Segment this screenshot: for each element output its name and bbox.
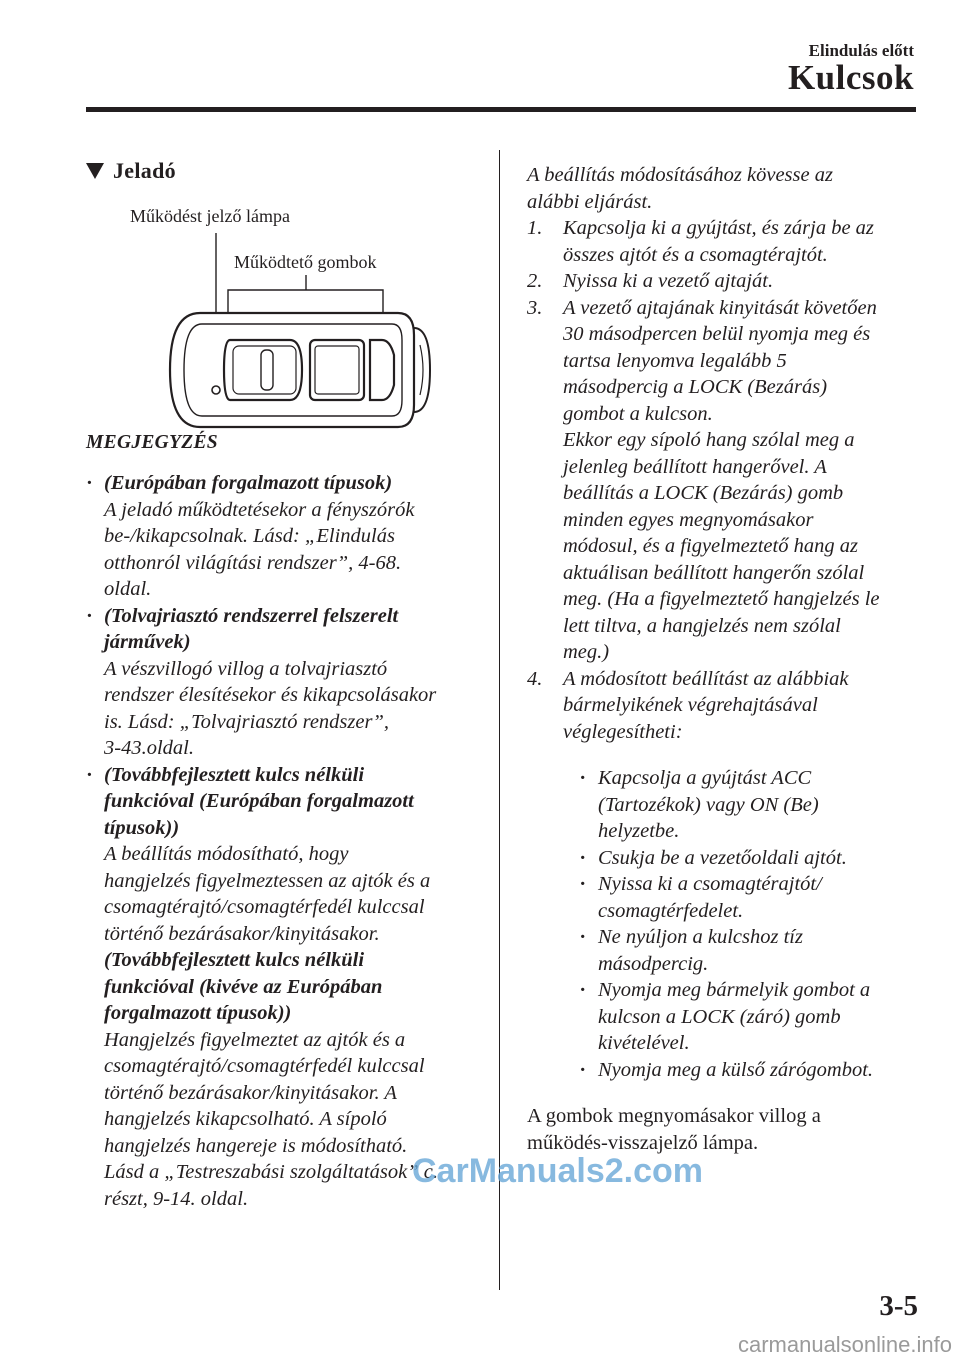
sub-item [580, 845, 922, 872]
note-line: részt, 9-14. oldal. [104, 1187, 249, 1210]
step-line: bármelyikének végrehajtásával [563, 694, 818, 716]
watermark-footer: carmanualsonline.info [737, 1332, 952, 1357]
bullet-dot-icon: · [580, 926, 586, 948]
step-line: beállítás a LOCK (Bezárás) gomb [563, 482, 844, 504]
sub-item [580, 765, 922, 845]
step-number: 2. [527, 270, 543, 292]
note-title: (Európában forgalmazott típusok) [104, 472, 393, 494]
note-line: A jeladó működtetésekor a fényszórók [104, 498, 415, 521]
step-line: aktuálisan beállított hangerőn szólal [563, 561, 865, 584]
note-line: be-/kikapcsolnak. Lásd: „Elindulás [104, 525, 395, 547]
note-line: Hangjelzés figyelmeztet az ajtók és a [104, 1028, 406, 1051]
note-line: 3-43.oldal. [104, 737, 194, 759]
note-line: Lásd a „Testreszabási szolgáltatások” c. [104, 1161, 438, 1183]
step-line: Ekkor egy sípoló hang szólal meg a [563, 429, 855, 451]
step-number: 3. [527, 296, 543, 319]
note-line: történő bezárásakor/kinyitásakor. [104, 922, 380, 945]
sub-item-line: Csukja be a vezetőoldali ajtót. [598, 846, 847, 869]
section-heading-text: Jeladó [113, 158, 176, 183]
triangle-bullet-icon [86, 163, 104, 179]
watermark-center: CarManuals2.com [412, 1152, 703, 1190]
note-line: A beállítás módosítható, hogy [104, 843, 349, 865]
note-item [86, 762, 486, 1213]
step-line: A módosított beállítást az alábbiak [563, 667, 849, 690]
left-column-notes [86, 470, 486, 1212]
note-title: forgalmazott típusok)) [104, 1002, 292, 1024]
step-line: A vezető ajtajának kinyitását követően [563, 296, 877, 319]
step-number: 4. [527, 667, 543, 690]
note-title: típusok)) [104, 816, 180, 839]
column-divider [499, 150, 500, 1290]
note-heading: MEGJEGYZÉS [86, 432, 218, 453]
sub-item [580, 924, 922, 977]
sub-item-line: másodpercig. [598, 952, 709, 975]
step-line: meg. (Ha a figyelmeztető hangjelzés le [563, 588, 880, 610]
step-item [527, 215, 922, 268]
note-item [86, 603, 486, 762]
note-line: csomagtérajtó/csomagtérfedél kulccsal [104, 896, 425, 918]
sub-item-line: csomagtérfedelet. [598, 899, 744, 922]
step-line: véglegesítheti: [563, 720, 683, 743]
bullet-dot-icon: · [580, 1058, 586, 1081]
sub-item-line: Ne nyúljon a kulcshoz tíz [598, 926, 803, 948]
step-line: másodpercig a LOCK (Bezárás) [563, 376, 828, 398]
step-line: minden egyes megnyomásakor [563, 508, 814, 531]
sub-item-line: (Tartozékok) vagy ON (Be) [598, 793, 819, 816]
sub-item [580, 1057, 922, 1084]
step-line: Kapcsolja ki a gyújtást, és zárja be az [563, 217, 874, 239]
sub-item [580, 977, 922, 1057]
step-line: gombot a kulcson. [563, 402, 713, 425]
note-line: rendszer élesítésekor és kikapcsolásakor [104, 684, 437, 706]
bullet-dot-icon: · [580, 767, 586, 789]
sub-item-line: Nyissa ki a csomagtérajtót/ [598, 873, 822, 895]
bullet-dot-icon: · [86, 604, 93, 627]
step-line: módosul, és a figyelmeztető hang az [563, 535, 858, 557]
bullet-dot-icon: · [580, 846, 586, 869]
sub-item-line: Nyomja meg a külső zárógombot. [598, 1058, 874, 1081]
step-line: meg.) [563, 641, 610, 663]
note-line: csomagtérajtó/csomagtérfedél kulccsal [104, 1055, 425, 1077]
label-operation-lamp: Működést jelző lámpa [130, 206, 290, 226]
sub-item [580, 871, 922, 924]
note-title: (Tolvajriasztó rendszerrel felszerelt [104, 604, 399, 627]
header-section: Elindulás előtt [808, 41, 914, 60]
sub-item-line: Nyomja meg bármelyik gombot a [598, 979, 871, 1001]
note-line: is. Lásd: „Tolvajriasztó rendszer”, [104, 710, 389, 733]
header-rule [86, 107, 916, 112]
step-item [527, 666, 922, 746]
note-line: történő bezárásakor/kinyitásakor. A [104, 1081, 397, 1104]
header-title: Kulcsok [787, 58, 914, 97]
sub-item-line: Kapcsolja a gyújtást ACC [598, 767, 812, 789]
note-line: hangjelzés hangereje is módosítható. [104, 1134, 408, 1157]
step-line: összes ajtót és a csomagtérajtót. [563, 243, 828, 266]
note-title: funkcióval (kivéve az Európában [104, 975, 383, 998]
note-line: hangjelzés figyelmeztessen az ajtók és a [104, 869, 431, 892]
note-item [86, 470, 486, 603]
bullet-dot-icon: · [580, 873, 586, 895]
note-line: hangjelzés kikapcsolható. A sípoló [104, 1108, 387, 1130]
bullet-dot-icon: · [580, 979, 586, 1001]
page-number: 3-5 [879, 1290, 918, 1322]
step-line: Nyissa ki a vezető ajtaját. [563, 270, 774, 292]
note-line: A vészvillogó villog a tolvajriasztó [104, 657, 388, 680]
step-line: jelenleg beállított hangerővel. A [563, 455, 827, 478]
sub-item-line: kulcson a LOCK (záró) gomb [598, 1005, 841, 1028]
intro-line: alábbi eljárást. [527, 190, 653, 213]
note-line: otthonról világítási rendszer”, 4-68. [104, 551, 402, 574]
step-item [527, 295, 922, 666]
bullet-dot-icon: · [86, 763, 93, 786]
note-title: (Továbbfejlesztett kulcs nélküli [104, 949, 365, 971]
bullet-dot-icon: · [86, 472, 93, 494]
note-title: funkcióval (Európában forgalmazott [104, 790, 414, 812]
closing-line: működés-visszajelző lámpa. [527, 1131, 759, 1154]
section-heading [86, 158, 176, 184]
sub-item-line: helyzetbe. [598, 820, 680, 842]
step-item [527, 268, 922, 295]
right-column [527, 162, 922, 1156]
step-line: tartsa lenyomva legalább 5 [563, 349, 787, 372]
note-title: járművek) [104, 631, 191, 653]
sub-item-line: kivételével. [598, 1032, 690, 1054]
label-operation-buttons: Működtető gombok [234, 252, 377, 272]
note-line: oldal. [104, 578, 152, 600]
step-number: 1. [527, 217, 543, 239]
step-line: lett tiltva, a hangjelzés nem szólal [563, 614, 841, 637]
note-title: (Továbbfejlesztett kulcs nélküli [104, 763, 365, 786]
intro-line: A beállítás módosításához kövesse az [527, 164, 833, 186]
key-fob-figure [130, 200, 450, 430]
key-fob-drawing [130, 200, 450, 430]
closing-line: A gombok megnyomásakor villog a [527, 1105, 821, 1127]
step-line: 30 másodpercen belül nyomja meg és [563, 323, 871, 345]
